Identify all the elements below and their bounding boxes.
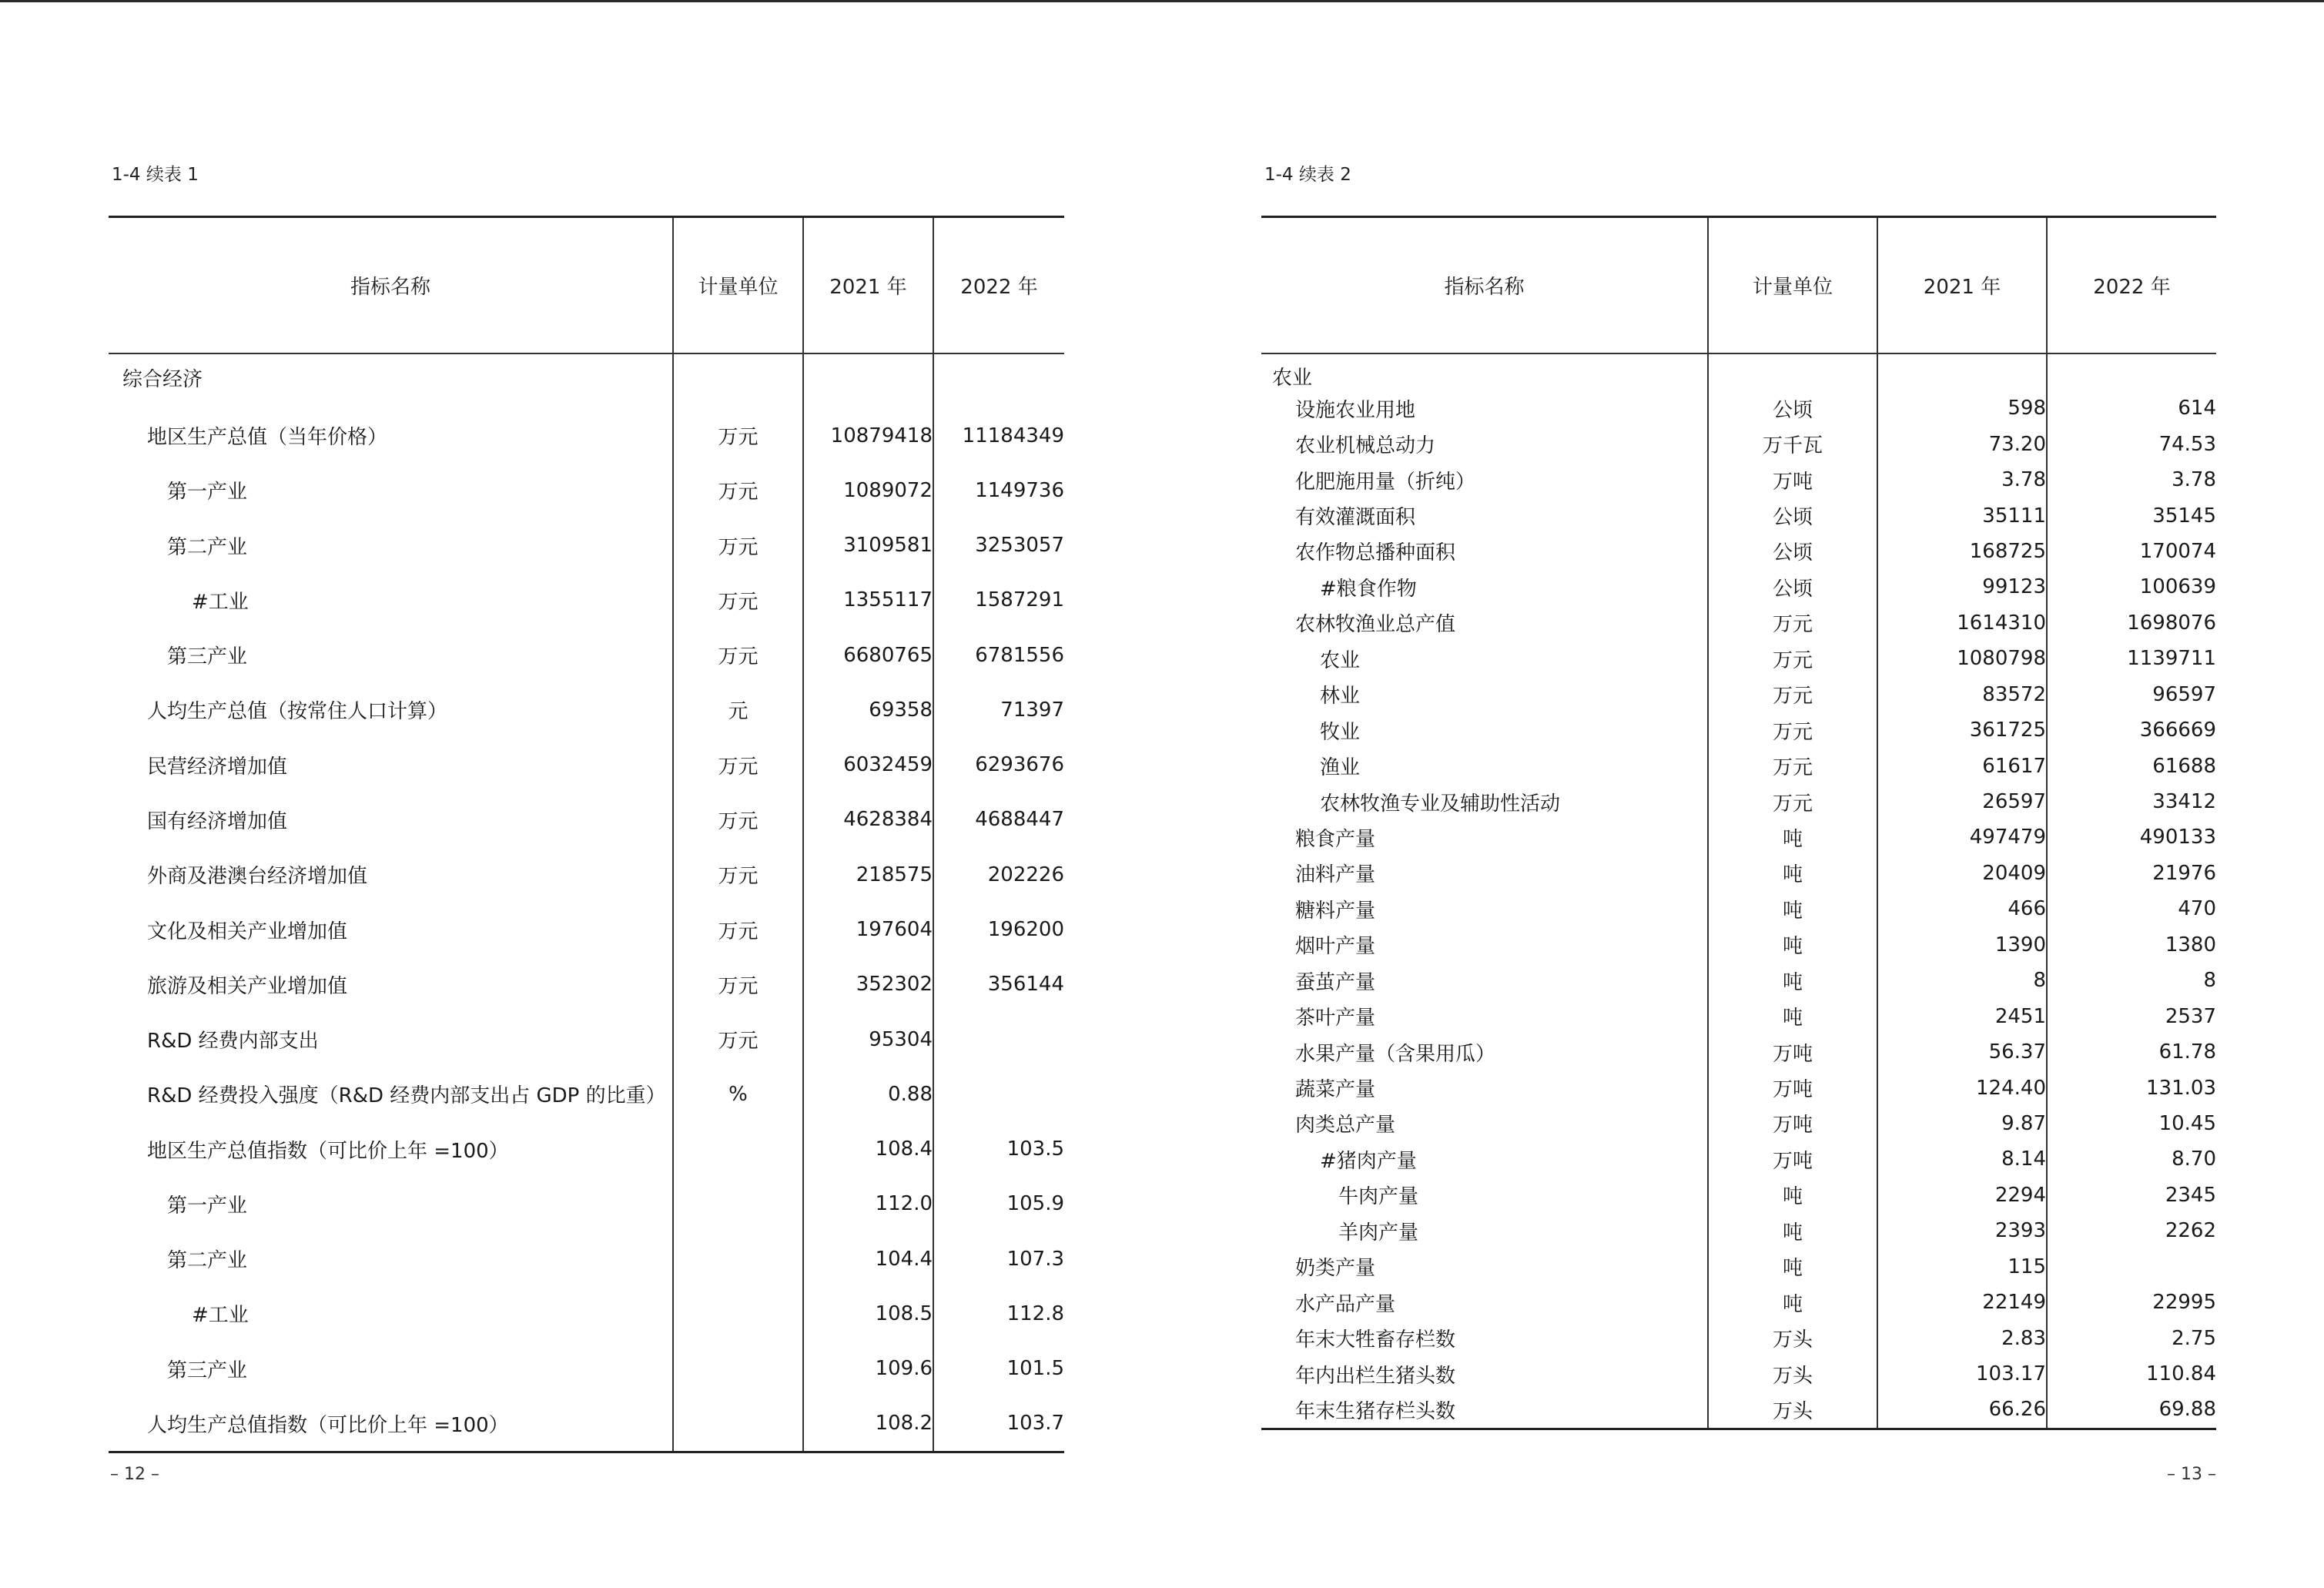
unit-cell: 万元 [673, 957, 803, 1012]
unit-cell: 万元 [1708, 605, 1877, 641]
indicator-name-cell: 烟叶产量 [1295, 935, 1376, 959]
indicator-name-cell: 人均生产总值（按常住人口计算） [147, 700, 448, 724]
value-2021-cell: 1080798 [1877, 641, 2047, 676]
table-row [1261, 927, 2216, 963]
value-2021-cell: 1355117 [803, 573, 933, 628]
indicator-name-cell: R&D 经费内部支出 [147, 1030, 319, 1054]
unit-cell: 万元 [673, 847, 803, 902]
value-2022-cell: 196200 [933, 902, 1064, 956]
unit-cell: 公顷 [1708, 390, 1877, 426]
table-row [1261, 498, 2216, 533]
value-2021-cell: 8.14 [1877, 1141, 2047, 1177]
table-header-row [109, 217, 1064, 354]
table-row [109, 1012, 1064, 1067]
indicator-name-cell: 农业机械总动力 [1295, 434, 1436, 458]
indicator-name-cell: 年内出栏生猪头数 [1295, 1364, 1456, 1388]
indicator-name-cell: 旅游及相关产业增加值 [147, 974, 348, 998]
value-2022-cell: 1587291 [933, 573, 1064, 628]
indicator-name-cell: 设施农业用地 [1295, 398, 1416, 422]
value-2021-cell: 218575 [803, 847, 933, 902]
indicator-name-cell: 文化及相关产业增加值 [147, 920, 348, 943]
unit-cell: 万吨 [1708, 1106, 1877, 1141]
table-row [109, 1121, 1064, 1176]
value-2022-cell: 103.7 [933, 1396, 1064, 1452]
value-2021-cell: 2294 [1877, 1178, 2047, 1213]
table-row [1261, 534, 2216, 569]
indicator-name-cell: 第一产业 [167, 481, 248, 504]
value-2021-cell: 1614310 [1877, 605, 2047, 641]
value-2022-cell [933, 1067, 1064, 1121]
right-page [1261, 0, 2216, 1588]
table-row [1261, 748, 2216, 783]
value-2022-cell: 10.45 [2047, 1106, 2216, 1141]
unit-cell: 万吨 [1708, 1141, 1877, 1177]
value-2022-cell: 4688447 [933, 792, 1064, 847]
indicator-name-cell: 第三产业 [167, 645, 248, 669]
value-2021-cell: 466 [1877, 891, 2047, 926]
unit-cell: 万元 [673, 518, 803, 573]
value-2022-cell: 21976 [2047, 856, 2216, 891]
value-2022-cell: 8 [2047, 963, 2216, 998]
table-row [1261, 569, 2216, 605]
unit-cell: 吨 [1708, 1178, 1877, 1213]
unit-cell: % [673, 1067, 803, 1121]
unit-cell: 万元 [1708, 748, 1877, 783]
value-2021-cell: 352302 [803, 957, 933, 1012]
indicator-name-cell: 化肥施用量（折纯） [1295, 470, 1476, 494]
value-2021-cell: 108.4 [803, 1121, 933, 1176]
indicator-name-cell: 年末大牲畜存栏数 [1295, 1328, 1456, 1352]
value-2022-cell: 1149736 [933, 463, 1064, 518]
value-2021-cell: 6032459 [803, 738, 933, 792]
unit-cell: 万元 [673, 463, 803, 518]
header-unit: 计量单位 [1708, 217, 1877, 354]
unit-cell [673, 353, 803, 408]
value-2021-cell: 73.20 [1877, 426, 2047, 461]
unit-cell: 万吨 [1708, 1070, 1877, 1105]
indicator-name-cell: 民营经济增加值 [147, 755, 288, 779]
unit-cell: 元 [673, 682, 803, 737]
unit-cell: 万元 [1708, 641, 1877, 676]
indicator-name-cell: 油料产量 [1295, 863, 1376, 887]
unit-cell: 万头 [1708, 1392, 1877, 1429]
value-2021-cell: 197604 [803, 902, 933, 956]
table-row [1261, 1178, 2216, 1213]
header-year-2022: 2022 年 [2047, 217, 2216, 354]
table-row [109, 682, 1064, 737]
table-row [1261, 641, 2216, 676]
unit-cell: 万元 [673, 902, 803, 956]
unit-cell: 吨 [1708, 1249, 1877, 1285]
indicator-name-cell: 农业 [1320, 648, 1361, 672]
indicator-name-cell: 牛肉产量 [1338, 1185, 1419, 1209]
value-2021-cell [1877, 353, 2047, 390]
table-row [1261, 784, 2216, 819]
table-caption: 1-4 续表 2 [1264, 165, 1351, 185]
unit-cell [1708, 353, 1877, 390]
unit-cell: 万元 [673, 573, 803, 628]
unit-cell: 万吨 [1708, 1034, 1877, 1070]
value-2022-cell: 100639 [2047, 569, 2216, 605]
value-2022-cell: 103.5 [933, 1121, 1064, 1176]
indicator-name-cell: 茶叶产量 [1295, 1007, 1376, 1030]
indicator-name-cell: 地区生产总值（当年价格） [147, 426, 388, 450]
header-indicator-name: 指标名称 [1261, 217, 1708, 354]
unit-cell [673, 1231, 803, 1286]
table-row [109, 1067, 1064, 1121]
value-2022-cell: 356144 [933, 957, 1064, 1012]
table-row [1261, 856, 2216, 891]
value-2021-cell: 2.83 [1877, 1320, 2047, 1355]
table-row [109, 463, 1064, 518]
value-2022-cell: 11184349 [933, 408, 1064, 463]
table-row [109, 738, 1064, 792]
indicator-name-cell: 第二产业 [167, 1249, 248, 1273]
value-2021-cell: 3109581 [803, 518, 933, 573]
value-2021-cell: 168725 [1877, 534, 2047, 569]
value-2022-cell: 614 [2047, 390, 2216, 426]
value-2022-cell [2047, 1249, 2216, 1285]
value-2022-cell: 366669 [2047, 712, 2216, 748]
table-row [1261, 1285, 2216, 1320]
value-2021-cell: 115 [1877, 1249, 2047, 1285]
table-row [109, 1177, 1064, 1231]
table-row [109, 1231, 1064, 1286]
value-2021-cell: 22149 [1877, 1285, 2047, 1320]
unit-cell: 吨 [1708, 891, 1877, 926]
table-row [1261, 1320, 2216, 1355]
table-caption: 1-4 续表 1 [112, 165, 199, 185]
value-2021-cell: 103.17 [1877, 1356, 2047, 1392]
indicator-name-cell: 农林牧渔业总产值 [1295, 613, 1456, 637]
value-2021-cell: 61617 [1877, 748, 2047, 783]
value-2022-cell: 202226 [933, 847, 1064, 902]
value-2021-cell: 56.37 [1877, 1034, 2047, 1070]
page-number: – 13 – [2167, 1465, 2216, 1484]
value-2021-cell: 26597 [1877, 784, 2047, 819]
value-2022-cell: 6781556 [933, 628, 1064, 682]
indicator-name-cell: 第三产业 [167, 1359, 248, 1382]
value-2022-cell: 107.3 [933, 1231, 1064, 1286]
indicator-name-cell: 粮食产量 [1295, 827, 1376, 851]
unit-cell: 万千瓦 [1708, 426, 1877, 461]
value-2021-cell: 69358 [803, 682, 933, 737]
indicator-name-cell: 牧业 [1320, 720, 1361, 744]
value-2022-cell: 1380 [2047, 927, 2216, 963]
table-row [1261, 1356, 2216, 1392]
value-2022-cell: 69.88 [2047, 1392, 2216, 1429]
unit-cell: 万吨 [1708, 462, 1877, 498]
table-row [1261, 677, 2216, 712]
table-row [1261, 1070, 2216, 1105]
value-2022-cell: 2345 [2047, 1178, 2216, 1213]
header-unit: 计量单位 [673, 217, 803, 354]
unit-cell: 公顷 [1708, 498, 1877, 533]
unit-cell: 吨 [1708, 1285, 1877, 1320]
indicator-name-cell: 综合经济 [122, 368, 203, 391]
value-2021-cell: 497479 [1877, 819, 2047, 855]
value-2022-cell: 33412 [2047, 784, 2216, 819]
value-2022-cell: 110.84 [2047, 1356, 2216, 1392]
indicator-name-cell: 人均生产总值指数（可比价上年 =100） [147, 1413, 509, 1437]
unit-cell [673, 1177, 803, 1231]
table-row [1261, 712, 2216, 748]
value-2022-cell: 74.53 [2047, 426, 2216, 461]
table-row [109, 792, 1064, 847]
table-row [1261, 1392, 2216, 1429]
value-2022-cell [933, 1012, 1064, 1067]
statistics-table [109, 216, 1064, 1453]
value-2022-cell: 71397 [933, 682, 1064, 737]
value-2022-cell: 131.03 [2047, 1070, 2216, 1105]
table-row [1261, 998, 2216, 1034]
value-2021-cell: 361725 [1877, 712, 2047, 748]
table-row [1261, 1141, 2216, 1177]
indicator-name-cell: #工业 [192, 590, 249, 614]
table-row [109, 1286, 1064, 1341]
unit-cell: 万元 [1708, 677, 1877, 712]
unit-cell: 公顷 [1708, 534, 1877, 569]
value-2021-cell: 0.88 [803, 1067, 933, 1121]
page-number: – 12 – [110, 1465, 159, 1484]
value-2021-cell: 3.78 [1877, 462, 2047, 498]
value-2021-cell: 598 [1877, 390, 2047, 426]
value-2021-cell: 95304 [803, 1012, 933, 1067]
value-2022-cell: 112.8 [933, 1286, 1064, 1341]
table-row [109, 518, 1064, 573]
value-2022-cell: 35145 [2047, 498, 2216, 533]
indicator-name-cell: 国有经济增加值 [147, 809, 288, 833]
indicator-name-cell: 年末生猪存栏头数 [1295, 1399, 1456, 1423]
table-row [109, 1396, 1064, 1452]
value-2022-cell: 490133 [2047, 819, 2216, 855]
unit-cell: 万元 [673, 792, 803, 847]
table-row [1261, 963, 2216, 998]
indicator-name-cell: 农作物总播种面积 [1295, 541, 1456, 565]
value-2021-cell: 2451 [1877, 998, 2047, 1034]
indicator-name-cell: 林业 [1320, 685, 1361, 709]
value-2021-cell: 8 [1877, 963, 2047, 998]
value-2022-cell: 2.75 [2047, 1320, 2216, 1355]
value-2021-cell: 99123 [1877, 569, 2047, 605]
table-row [1261, 819, 2216, 855]
indicator-name-cell: 第一产业 [167, 1194, 248, 1218]
unit-cell [673, 1396, 803, 1452]
unit-cell: 万头 [1708, 1320, 1877, 1355]
table-row [109, 957, 1064, 1012]
unit-cell: 万元 [673, 628, 803, 682]
value-2021-cell: 112.0 [803, 1177, 933, 1231]
unit-cell: 公顷 [1708, 569, 1877, 605]
indicator-name-cell: 农林牧渔专业及辅助性活动 [1320, 792, 1561, 816]
value-2022-cell [933, 353, 1064, 408]
value-2022-cell: 1698076 [2047, 605, 2216, 641]
table-row [109, 573, 1064, 628]
table-row [1261, 1034, 2216, 1070]
statistics-table [1261, 216, 2216, 1430]
indicator-name-cell: 奶类产量 [1295, 1257, 1376, 1281]
value-2021-cell: 35111 [1877, 498, 2047, 533]
indicator-name-cell: 外商及港澳台经济增加值 [147, 865, 368, 889]
indicator-name-cell: #猪肉产量 [1320, 1149, 1417, 1173]
indicator-name-cell: 有效灌溉面积 [1295, 506, 1416, 530]
unit-cell [673, 1286, 803, 1341]
unit-cell [673, 1342, 803, 1396]
unit-cell: 万元 [1708, 784, 1877, 819]
table-row [1261, 353, 2216, 390]
indicator-name-cell: 水产品产量 [1295, 1292, 1396, 1316]
value-2022-cell: 170074 [2047, 534, 2216, 569]
unit-cell: 吨 [1708, 856, 1877, 891]
unit-cell: 吨 [1708, 1213, 1877, 1248]
unit-cell [673, 1121, 803, 1176]
table-row [109, 353, 1064, 408]
value-2021-cell: 2393 [1877, 1213, 2047, 1248]
header-indicator-name: 指标名称 [109, 217, 673, 354]
value-2022-cell: 470 [2047, 891, 2216, 926]
table-row [1261, 1213, 2216, 1248]
value-2021-cell: 104.4 [803, 1231, 933, 1286]
value-2022-cell: 61.78 [2047, 1034, 2216, 1070]
header-year-2021: 2021 年 [1877, 217, 2047, 354]
indicator-name-cell: 蚕茧产量 [1295, 970, 1376, 994]
unit-cell: 万元 [673, 738, 803, 792]
value-2022-cell: 1139711 [2047, 641, 2216, 676]
unit-cell: 万元 [673, 1012, 803, 1067]
indicator-name-cell: 渔业 [1320, 756, 1361, 780]
value-2021-cell: 4628384 [803, 792, 933, 847]
header-year-2022: 2022 年 [933, 217, 1064, 354]
indicator-name-cell: 地区生产总值指数（可比价上年 =100） [147, 1139, 509, 1163]
value-2021-cell: 1390 [1877, 927, 2047, 963]
indicator-name-cell: 第二产业 [167, 535, 248, 559]
table-row [109, 902, 1064, 956]
unit-cell: 吨 [1708, 963, 1877, 998]
indicator-name-cell: 肉类总产量 [1295, 1114, 1396, 1137]
table-header-row [1261, 217, 2216, 354]
value-2021-cell: 1089072 [803, 463, 933, 518]
value-2022-cell: 101.5 [933, 1342, 1064, 1396]
value-2022-cell: 22995 [2047, 1285, 2216, 1320]
unit-cell: 万元 [673, 408, 803, 463]
indicator-name-cell: #工业 [192, 1304, 249, 1328]
value-2021-cell: 66.26 [1877, 1392, 2047, 1429]
value-2022-cell: 96597 [2047, 677, 2216, 712]
table-row [1261, 426, 2216, 461]
value-2022-cell: 3253057 [933, 518, 1064, 573]
value-2021-cell: 9.87 [1877, 1106, 2047, 1141]
value-2022-cell: 2537 [2047, 998, 2216, 1034]
value-2022-cell: 8.70 [2047, 1141, 2216, 1177]
indicator-name-cell: 糖料产量 [1295, 899, 1376, 923]
table-row [109, 628, 1064, 682]
unit-cell: 万元 [1708, 712, 1877, 748]
table-row [1261, 891, 2216, 926]
value-2022-cell: 6293676 [933, 738, 1064, 792]
value-2021-cell: 20409 [1877, 856, 2047, 891]
value-2022-cell: 2262 [2047, 1213, 2216, 1248]
table-row [1261, 605, 2216, 641]
indicator-name-cell: R&D 经费投入强度（R&D 经费内部支出占 GDP 的比重） [147, 1084, 666, 1108]
indicator-name-cell: 蔬菜产量 [1295, 1078, 1376, 1102]
left-page [109, 0, 1064, 1588]
unit-cell: 万头 [1708, 1356, 1877, 1392]
value-2021-cell [803, 353, 933, 408]
value-2021-cell: 108.2 [803, 1396, 933, 1452]
unit-cell: 吨 [1708, 998, 1877, 1034]
header-year-2021: 2021 年 [803, 217, 933, 354]
value-2022-cell [2047, 353, 2216, 390]
value-2021-cell: 10879418 [803, 408, 933, 463]
table-row [1261, 390, 2216, 426]
indicator-name-cell: 农业 [1272, 367, 1313, 390]
value-2022-cell: 61688 [2047, 748, 2216, 783]
value-2021-cell: 83572 [1877, 677, 2047, 712]
value-2022-cell: 105.9 [933, 1177, 1064, 1231]
value-2021-cell: 109.6 [803, 1342, 933, 1396]
value-2021-cell: 124.40 [1877, 1070, 2047, 1105]
indicator-name-cell: 羊肉产量 [1338, 1221, 1419, 1245]
table-row [109, 1342, 1064, 1396]
indicator-name-cell: #粮食作物 [1320, 577, 1417, 601]
table-row [1261, 1249, 2216, 1285]
value-2021-cell: 6680765 [803, 628, 933, 682]
value-2021-cell: 108.5 [803, 1286, 933, 1341]
value-2022-cell: 3.78 [2047, 462, 2216, 498]
indicator-name-cell: 水果产量（含果用瓜） [1295, 1042, 1496, 1066]
unit-cell: 吨 [1708, 819, 1877, 855]
table-row [109, 408, 1064, 463]
table-row [109, 847, 1064, 902]
table-row [1261, 1106, 2216, 1141]
unit-cell: 吨 [1708, 927, 1877, 963]
table-row [1261, 462, 2216, 498]
